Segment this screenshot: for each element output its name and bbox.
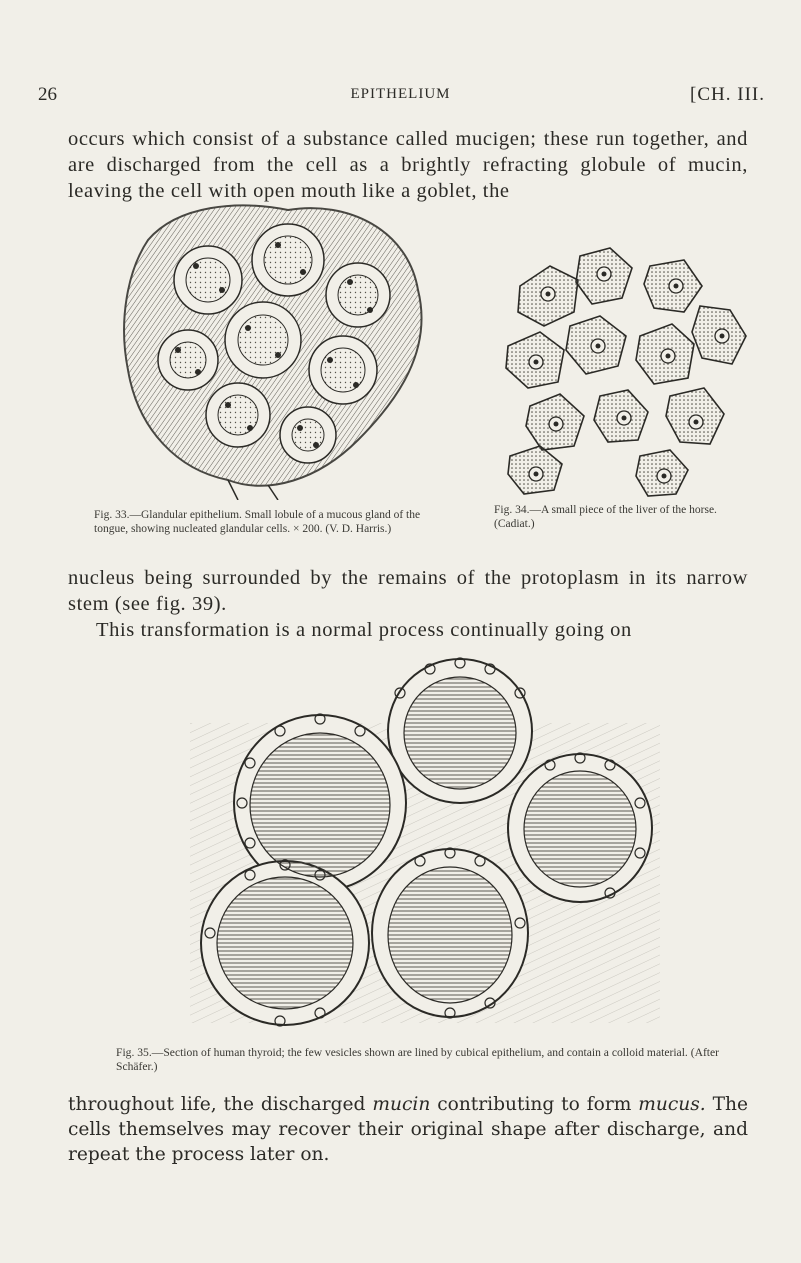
paragraph-top: occurs which consist of a substance called mucigen; these run together, and are discharged from the cell as a brightly refracting globule of mucin, leaving the cell with open mouth like a goblet, the [68, 128, 748, 202]
chapter-reference: [CH. III. [690, 84, 765, 105]
paragraph-bottom-text-2: contributing to form [430, 1094, 639, 1115]
emphasis-mucin: mucin [372, 1094, 431, 1115]
paragraph-middle-line2: This transformation is a normal process continually going on [96, 619, 632, 641]
figure-35-caption: Fig. 35.—Section of human thyroid; the few vesicles shown are lined by cubical epithelium, and contain a colloid material. (After Schäfer.) [116, 1046, 720, 1073]
paragraph-bottom [68, 1092, 748, 1167]
paragraph-middle [68, 565, 748, 643]
figure-33-illustration [118, 200, 436, 500]
paragraph-bottom-text-1: throughout life, the discharged [68, 1094, 373, 1115]
emphasis-mucus: mucus. [638, 1094, 706, 1115]
paragraph-middle-line1: nucleus being surrounded by the remains of the protoplasm in its narrow stem (see fig. 39). [68, 567, 748, 615]
page-number: 26 [38, 84, 57, 105]
paragraph-bottom-text-3: The cells themselves may recover their original shape after discharge, and repeat the process later on. [68, 1094, 749, 1165]
figure-33-caption: Fig. 33.—Glandular epithelium. Small lobule of a mucous gland of the tongue, showing nucleated glandular cells. × 200. (V. D. Harris.) [94, 509, 421, 535]
figure-35-illustration [190, 653, 660, 1043]
figure-34-caption: Fig. 34.—A small piece of the liver of the horse. (Cadiat.) [494, 504, 717, 530]
figure-34-illustration [490, 246, 752, 500]
running-title: EPITHELIUM [350, 86, 451, 102]
running-header [28, 84, 773, 108]
